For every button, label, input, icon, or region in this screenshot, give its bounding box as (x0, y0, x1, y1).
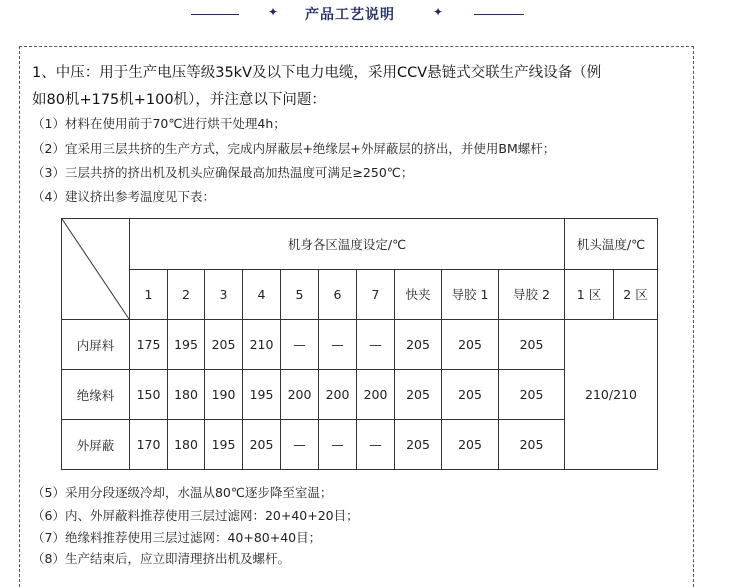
body-temp-header: 机身各区温度设定/℃ (130, 219, 565, 270)
column-header: 5 (281, 269, 319, 320)
table-cell: — (357, 420, 395, 470)
table-cell: 205 (395, 320, 442, 370)
table-cell: 195 (168, 320, 205, 370)
header-rule-right (474, 14, 524, 15)
table-cell: 200 (281, 370, 319, 420)
table-cell: — (319, 420, 357, 470)
table-cell: 205 (395, 420, 442, 470)
table-cell: 195 (243, 370, 281, 420)
column-header: 7 (357, 269, 395, 320)
table-cell: 205 (243, 420, 281, 470)
note-item-8: （8）生产结束后，应立即清理挤出机及螺杆。 (32, 551, 290, 566)
column-header: 4 (243, 269, 281, 320)
column-header: 导胶 1 (442, 269, 499, 320)
row-label: 内屏料 (62, 320, 130, 370)
column-header: 导胶 2 (499, 269, 565, 320)
note-item-7: （7）绝缘料推荐使用三层过滤网：40+80+40目； (32, 530, 322, 545)
note-item-5: （5）采用分段逐级冷却，水温从80℃逐步降至室温； (32, 485, 333, 500)
intro-line-2: 如80机+175机+100机），并注意以下问题： (32, 92, 326, 108)
row-label: 外屏蔽 (62, 420, 130, 470)
corner-diagonal-cell (62, 219, 130, 320)
table-cell: 205 (499, 320, 565, 370)
table-cell: 205 (499, 370, 565, 420)
diamond-icon: ✦ (268, 5, 279, 19)
table-cell: 180 (168, 420, 205, 470)
table-cell: 210 (243, 320, 281, 370)
column-header: 快夹 (395, 269, 442, 320)
row-label: 绝缘料 (62, 370, 130, 420)
table-cell: 200 (319, 370, 357, 420)
table-cell: 205 (395, 370, 442, 420)
table-cell: 170 (130, 420, 168, 470)
table-cell: 190 (205, 370, 243, 420)
column-header: 2 (168, 269, 205, 320)
table-cell: 195 (205, 420, 243, 470)
note-item-3: （3）三层共挤的挤出机及机头应确保最高加热温度可满足≥250℃； (32, 165, 414, 180)
column-header: 3 (205, 269, 243, 320)
table-cell: 180 (168, 370, 205, 420)
table-cell: 205 (205, 320, 243, 370)
table-cell: 150 (130, 370, 168, 420)
note-item-6: （6）内、外屏蔽料推荐使用三层过滤网：20+40+20目； (32, 508, 359, 523)
table-cell: — (281, 420, 319, 470)
column-header: 1 (130, 269, 168, 320)
head-temp-value: 210/210 (565, 320, 658, 470)
section-title: 产品工艺说明 (305, 7, 395, 23)
section-header (0, 0, 752, 30)
table-cell: 200 (357, 370, 395, 420)
head-temp-header: 机头温度/℃ (565, 219, 658, 270)
header-rule-left (191, 14, 239, 15)
note-item-2: （2）宜采用三层共挤的生产方式，完成内屏蔽层+绝缘层+外屏蔽层的挤出，并使用BM螺杆； (32, 141, 556, 156)
note-item-1: （1）材料在使用前于70℃进行烘干处理4h； (32, 116, 286, 131)
diamond-icon: ✦ (433, 5, 444, 19)
intro-line-1: 1、中压：用于生产电压等级35kV及以下电力电缆，采用CCV悬链式交联生产线设备（例 (32, 65, 602, 81)
table-cell: 205 (442, 420, 499, 470)
table-cell: — (319, 320, 357, 370)
table-cell: 205 (442, 370, 499, 420)
table-cell: 175 (130, 320, 168, 370)
table-cell: — (281, 320, 319, 370)
note-item-4: （4）建议挤出参考温度见下表： (32, 189, 215, 204)
table-row (62, 320, 658, 370)
column-header: 1 区 (565, 269, 614, 320)
table-cell: — (357, 320, 395, 370)
table-cell: 205 (442, 320, 499, 370)
table-cell: 205 (499, 420, 565, 470)
column-header: 2 区 (614, 269, 658, 320)
column-header: 6 (319, 269, 357, 320)
temperature-table (61, 218, 658, 470)
